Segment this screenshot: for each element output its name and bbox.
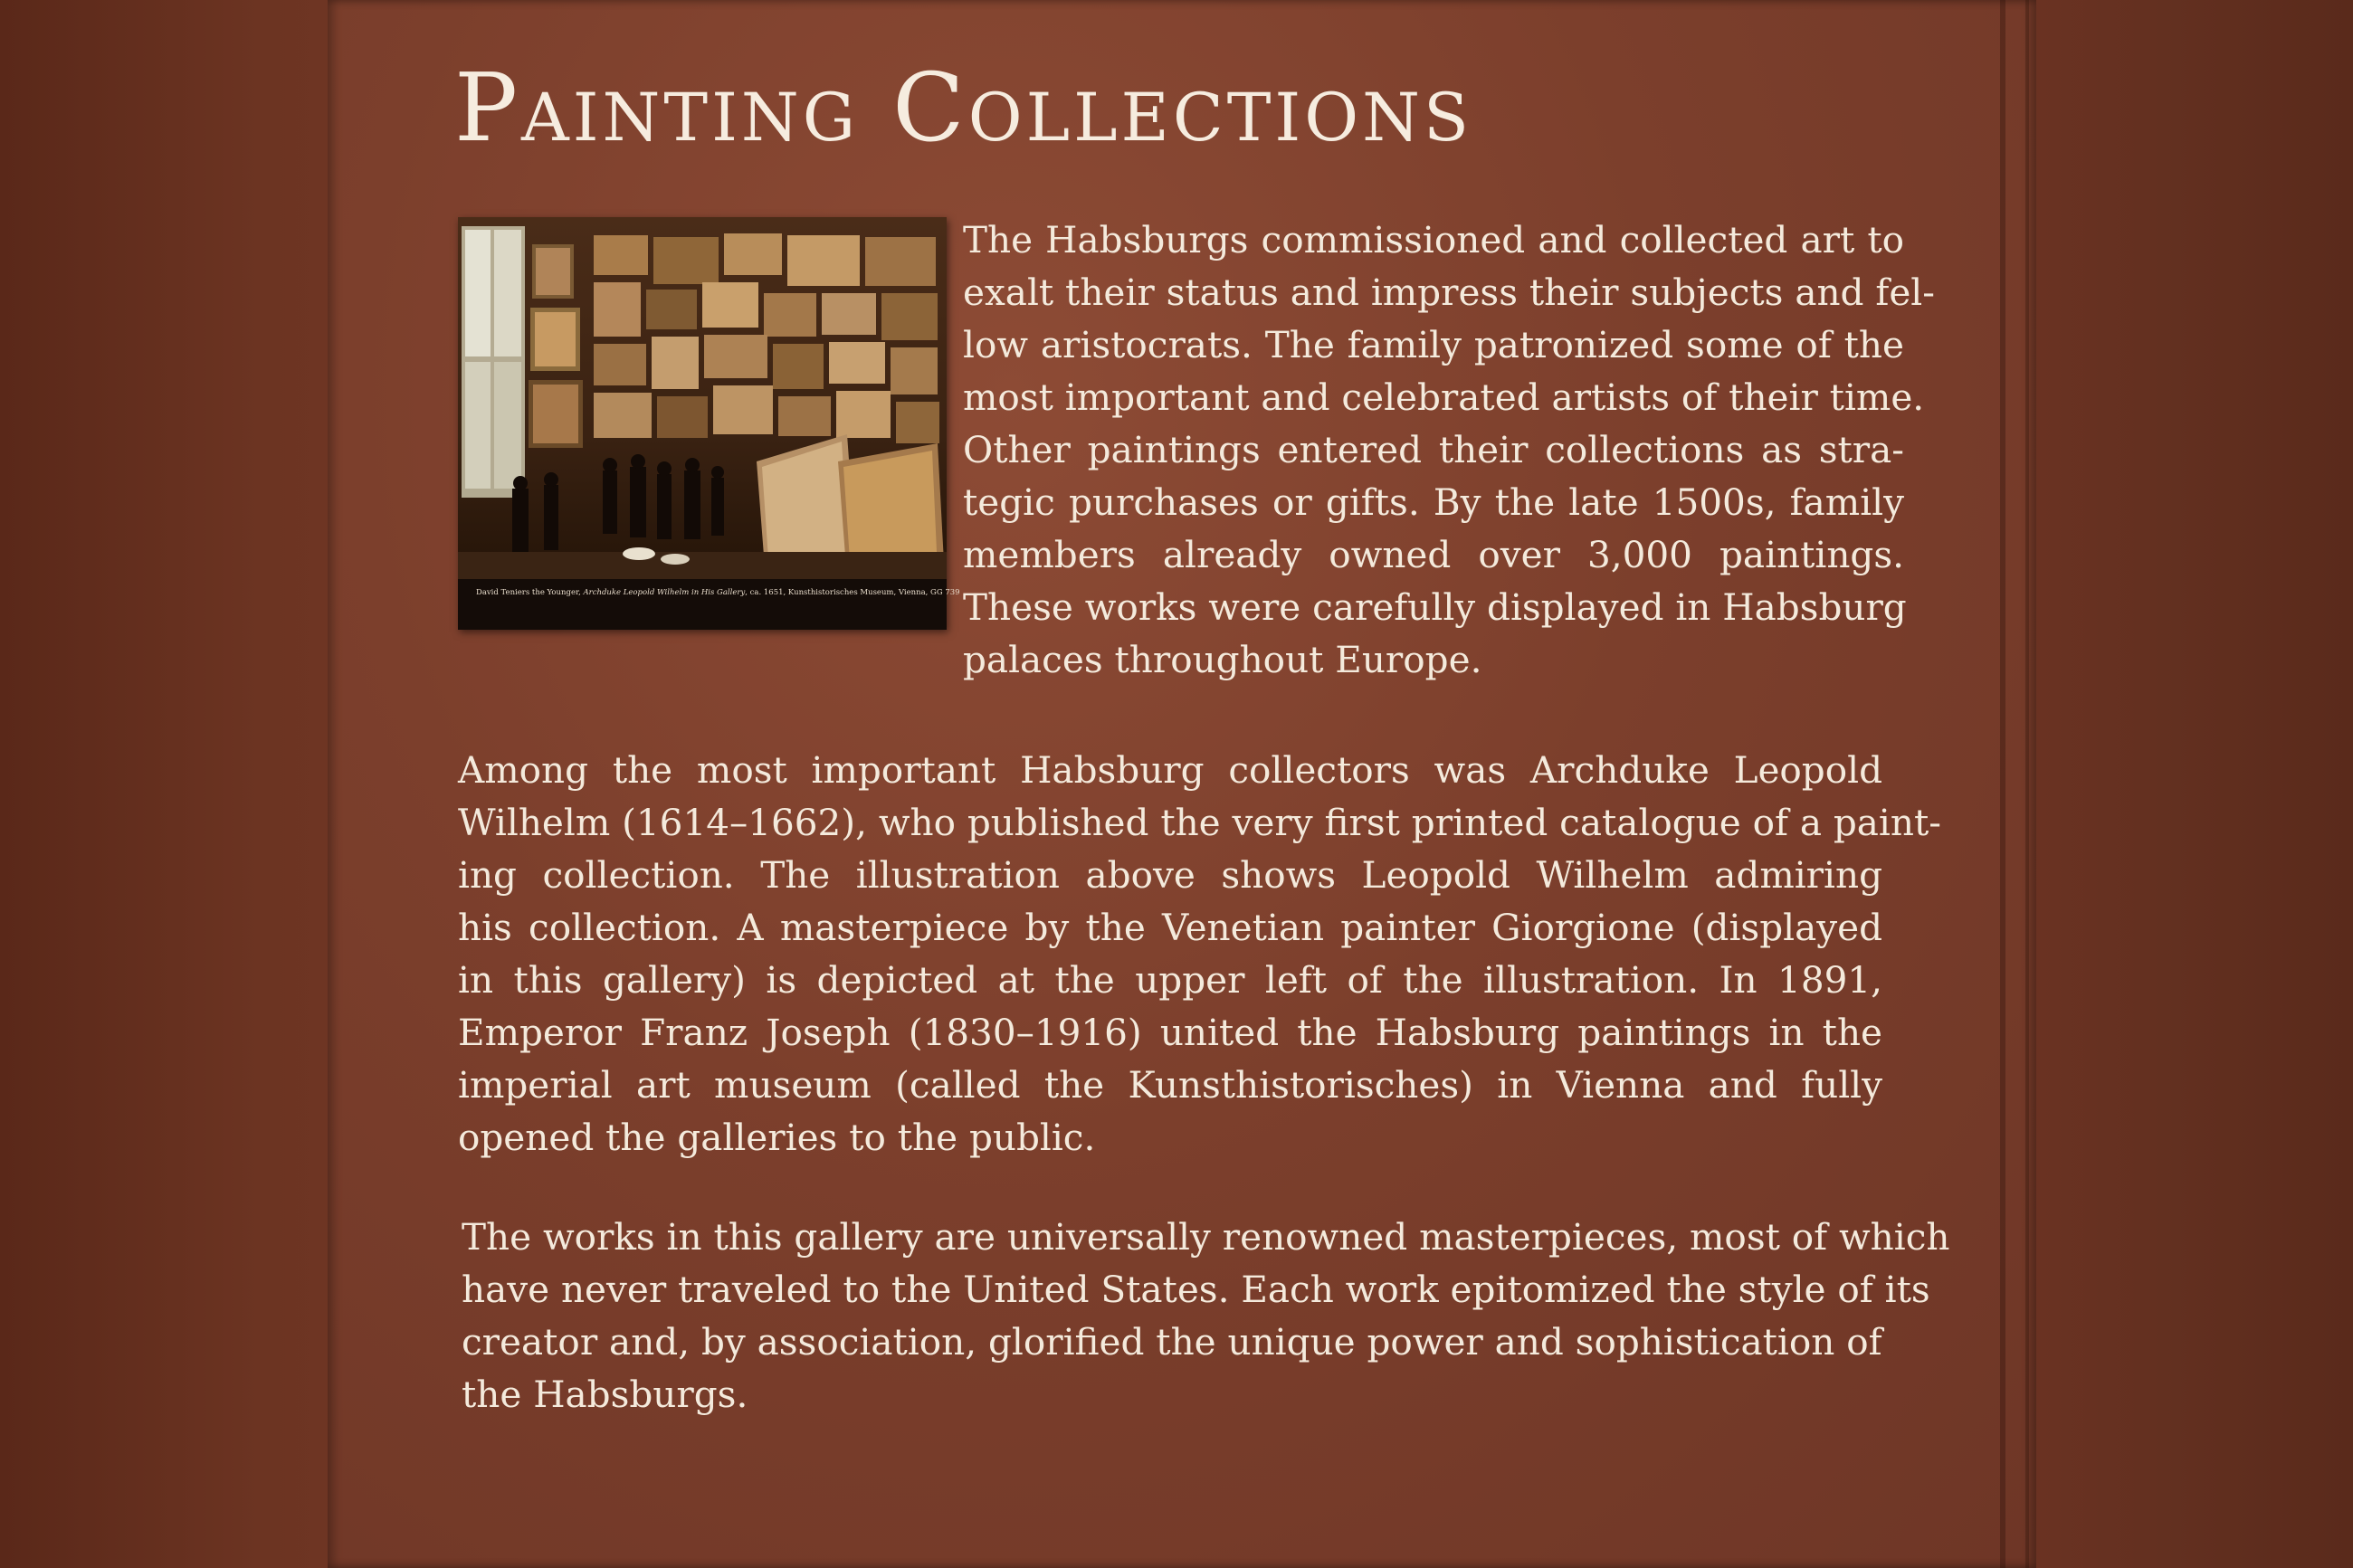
text-line: most important and celebrated artists of their time. [963, 375, 1925, 419]
text-line: the Habsburgs. [462, 1373, 748, 1416]
text-line: These works were carefully displayed in Habsburg [963, 585, 1907, 629]
text-line: Wilhelm (1614–1662), who published the very first printed catalogue of a paint- [458, 801, 1941, 844]
text-line: in this gallery) is depicted at the upper left of the illustration. In 1891, [458, 958, 1882, 1002]
text-line: opened the galleries to the public. [458, 1116, 1096, 1159]
text-line: Other paintings entered their collections as stra- [963, 428, 1904, 471]
text-line: have never traveled to the United States. Each work epitomized the style of its [462, 1268, 1930, 1311]
caption-details: , ca. 1651, Kunsthistorisches Museum, Vienna, GG 739 [745, 588, 960, 597]
text-line: Among the most important Habsburg collectors was Archduke Leopold [458, 748, 1882, 792]
text-line: The Habsburgs commissioned and collected art to [963, 218, 1904, 261]
text-line: tegic purchases or gifts. By the late 1500s, family [963, 480, 1904, 524]
text-line: The works in this gallery are universally renowned masterpieces, most of which [462, 1215, 1950, 1259]
panel-edge [2000, 0, 2005, 1568]
gallery-painting-image [458, 217, 960, 630]
image-caption [476, 588, 960, 597]
right-wall [2036, 0, 2353, 1568]
text-line: imperial art museum (called the Kunsthistorisches) in Vienna and fully [458, 1063, 1882, 1107]
paragraph-masterpieces [462, 1211, 1950, 1421]
text-line: his collection. A masterpiece by the Venetian painter Giorgione (displayed [458, 906, 1882, 949]
text-line: palaces throughout Europe. [963, 638, 1482, 681]
text-line: members already owned over 3,000 paintings. [963, 533, 1904, 576]
caption-title: Archduke Leopold Wilhelm in His Gallery [583, 588, 746, 597]
painting-illustration [458, 217, 947, 630]
text-line: low aristocrats. The family patronized some of the [963, 323, 1904, 366]
paragraph-intro [963, 214, 1935, 686]
panel-title: Painting Collections [454, 52, 1472, 163]
left-wall [0, 0, 328, 1568]
text-line: Emperor Franz Joseph (1830–1916) united the Habsburg paintings in the [458, 1011, 1882, 1054]
text-line: exalt their status and impress their subjects and fel- [963, 271, 1935, 314]
text-line: creator and, by association, glorified the unique power and sophistication of [462, 1320, 1882, 1364]
caption-artist: David Teniers the Younger, [476, 588, 584, 597]
text-line: ing collection. The illustration above shows Leopold Wilhelm admiring [458, 853, 1882, 897]
paragraph-leopold-wilhelm [458, 744, 1941, 1164]
panel-edge [2025, 0, 2029, 1568]
